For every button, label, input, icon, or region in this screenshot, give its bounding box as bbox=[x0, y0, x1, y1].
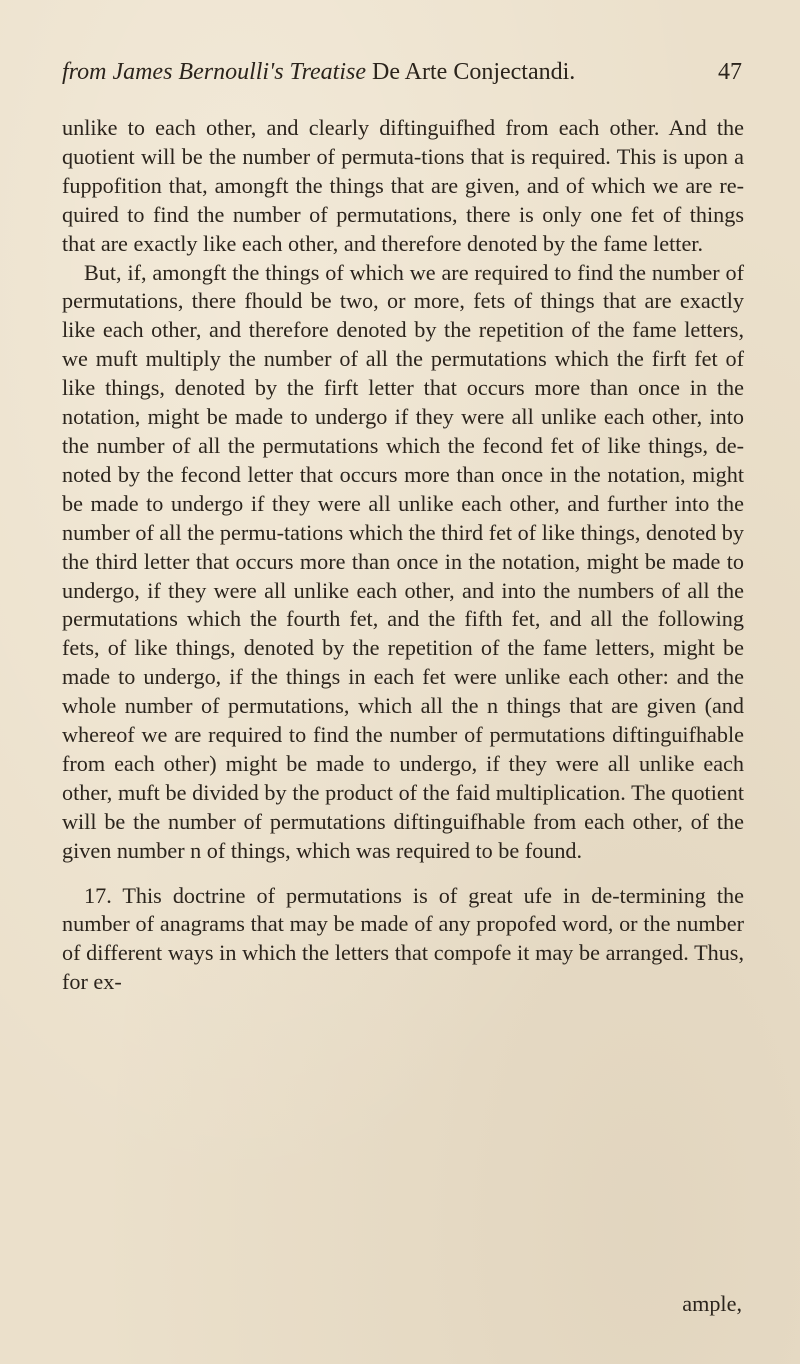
paragraph-continuation: unlike to each other, and clearly diftinguifhed from each other. And the quotient will be the number of permuta-tions that is required. This is upon a fuppofition that, amongft the things that are given, and of which we are re-quired to find the number of permutations, there is only one fet of things that are exactly like each other, and therefore denoted by the fame letter. bbox=[62, 115, 744, 256]
running-title-roman: De Arte Conjectandi. bbox=[372, 59, 576, 85]
running-header bbox=[62, 52, 742, 92]
paragraph-multiple-sets: But, if, amongft the things of which we are required to find the number of permutations, there fhould be two, or more, fets of things that are exactly like each other, and therefore denoted by the repetition of the fame letters, we muft multiply the number of all the permutations which the firft fet of like things, denoted by the firft letter that occurs more than once in the notation, might be made to undergo if they were all unlike each other, into the number of all the permutations which the fecond fet of like things, de-noted by the fecond letter that occurs more than once in the notation, might be made to undergo if they were all unlike each other, and further into the number of all the permu-tations which the third fet of like things, denoted by the third letter that occurs more than once in the notation, might be made to undergo, if they were all unlike each other, and into the numbers of all the permutations which the fourth fet, and the fifth fet, and all the following fets, of like things, denoted by the repetition of the fame letters, might be made to undergo, if the things in each fet were unlike each other: and the whole number of permutations, which all the n things that are given (and whereof we are required to find the number of permutations diftinguifhable from each other) might be made to undergo, if they were all unlike each other, muft be divided by the product of the faid multiplication. The quotient will be the number of permutations diftinguifhable from each other, of the given number n of things, which was required to be found. bbox=[62, 259, 744, 863]
catchword: ample, bbox=[682, 1291, 742, 1316]
page-number: 47 bbox=[718, 59, 742, 85]
running-title-italic: from James Bernoulli's Treatise bbox=[62, 59, 367, 85]
body-text bbox=[62, 114, 744, 997]
paragraph-section-17: 17. This doctrine of permutations is of great ufe in de-termining the number of anagrams that may be made of any propofed word, or the number of different ways in which the letters that compofe it may be arranged. Thus, for ex- bbox=[62, 882, 744, 995]
